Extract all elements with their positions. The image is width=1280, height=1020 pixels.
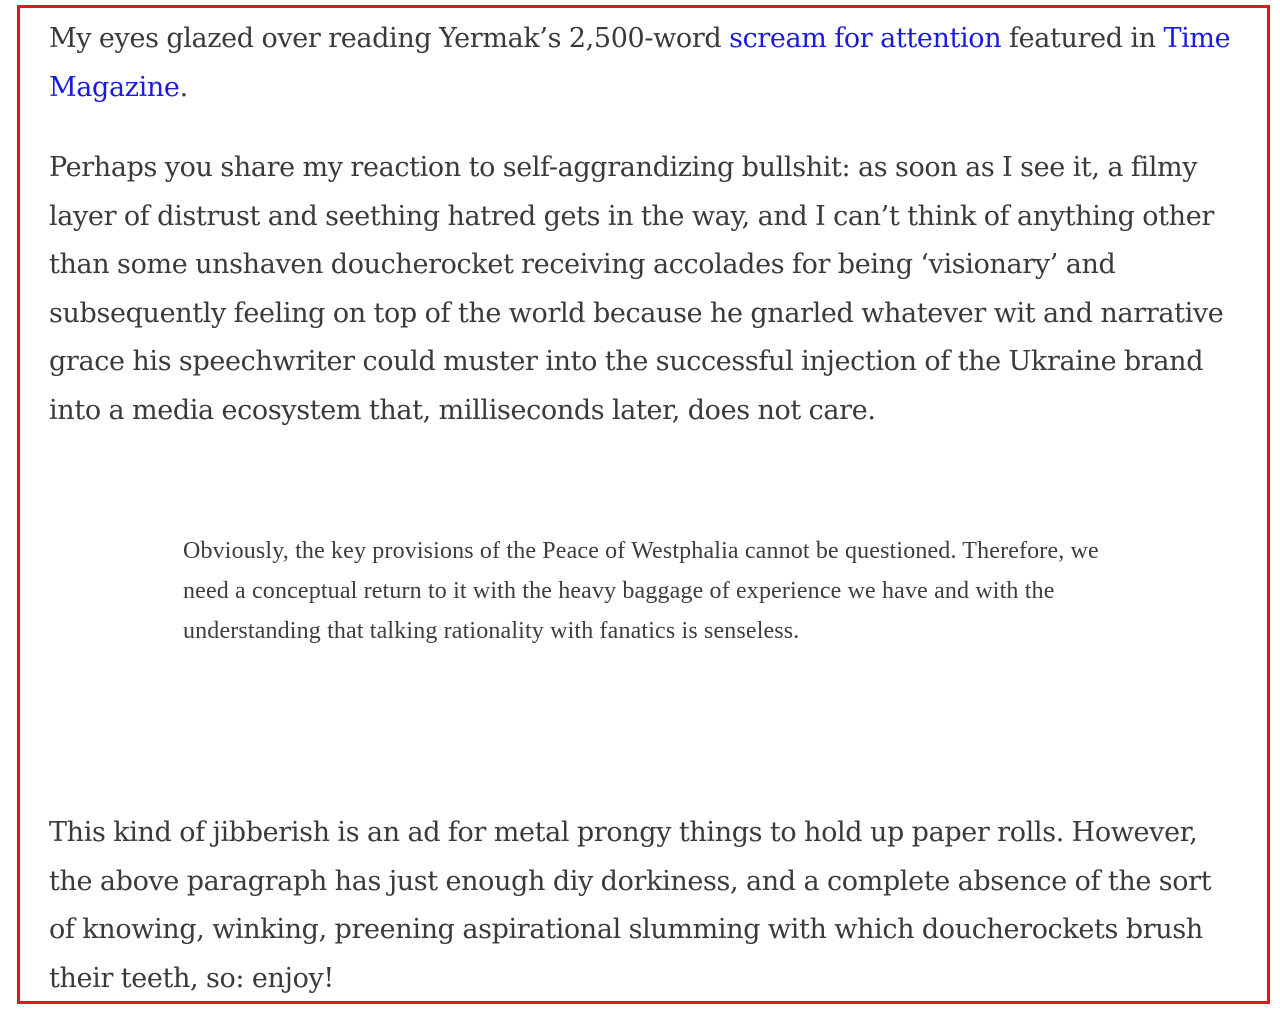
intro-text-start: My eyes glazed over reading Yermak’s 2,500-word [49,23,730,54]
intro-text-middle: featured in [1001,23,1164,54]
article-body [49,15,1239,994]
paragraph-reaction: Perhaps you share my reaction to self-aggrandizing bullshit: as soon as I see it, a filmy layer of distrust and seething hatred gets in the way, and I can’t think of anything other than some unshaven doucherocket receiving accolades for being ‘visionary’ and subsequently feeling on top of the world because he gnarled whatever wit and narrative grace his speechwriter could muster into the successful injection of the Ukraine brand into a media ecosystem that, milliseconds later, does not care. [49,152,1224,426]
paragraph-conclusion: This kind of jibberish is an ad for metal prongy things to hold up paper rolls. However, the above paragraph has just enough diy dorkiness, and a complete absence of the sort of knowing, winking, preening aspirational slumming with which doucherockets brush their teeth, so: enjoy! [49,817,1212,994]
time-magazine-link[interactable]: Time Magazine [49,23,1231,103]
paragraph-intro [49,15,1239,112]
intro-text-end: . [179,71,188,103]
scream-for-attention-link[interactable]: scream for attention [729,23,1002,54]
highlight-frame [17,5,1270,1004]
blockquote: Obviously, the key provisions of the Peace of Westphalia cannot be questioned. Therefore, we need a conceptual return to it with the heavy baggage of experience we have and with the understanding that talking rationality with fanatics is senseless. [183,538,1099,644]
